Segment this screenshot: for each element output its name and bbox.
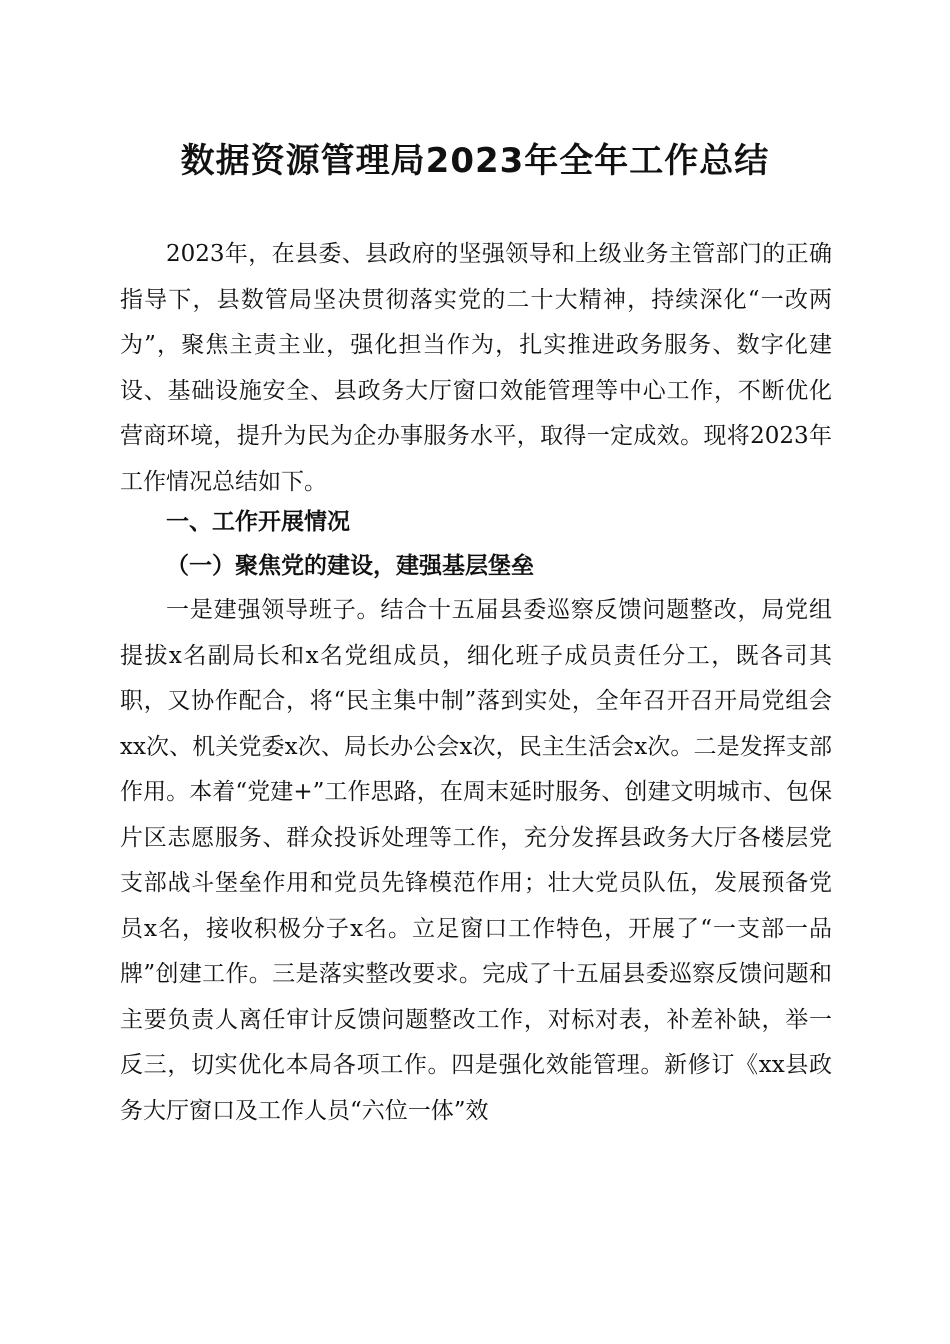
subsection-heading-1: （一）聚焦党的建设，建强基层堡垒 <box>166 553 534 579</box>
section-heading-1: 一、工作开展情况 <box>166 509 350 535</box>
intro-paragraph: 2023年，在县委、县政府的坚强领导和上级业务主管部门的正确指导下，县数管局坚决贯彻落实党的二十大精神，持续深化“一改两为”，聚焦主责主业，强化担当作为，扎实推进政务服务、数字化建设、基础设施安全、县政务大厅窗口效能管理等中心工作，不断优化营商环境，提升为民为企办事服务水平，取得一定成效。现将2023年工作情况总结如下。 <box>120 241 832 495</box>
body-paragraph-1: 一是建强领导班子。结合十五届县委巡察反馈问题整改，局党组提拔x名副局长和x名党组成员，细化班子成员责任分工，既各司其职，又协作配合，将“民主集中制”落到实处，全年召开召开局党组会xx次、机关党委x次、局长办公会x次，民主生活会x次。二是发挥支部作用。本着“党建+”工作思路，在周末延时服务、创建文明城市、包保片区志愿服务、群众投诉处理等工作，充分发挥县政务大厅各楼层党支部战斗堡垒作用和党员先锋模范作用；壮大党员队伍，发展预备党员x名，接收积极分子x名。立足窗口工作特色，开展了“一支部一品牌”创建工作。三是落实整改要求。完成了十五届县委巡察反馈问题和主要负责人离任审计反馈问题整改工作，对标对表，补差补缺，举一反三，切实优化本局各项工作。四是强化效能管理。新修订《xx县政务大厅窗口及工作人员“六位一体”效 <box>120 597 832 1124</box>
document-title: 数据资源管理局2023年全年工作总结 <box>180 141 770 181</box>
